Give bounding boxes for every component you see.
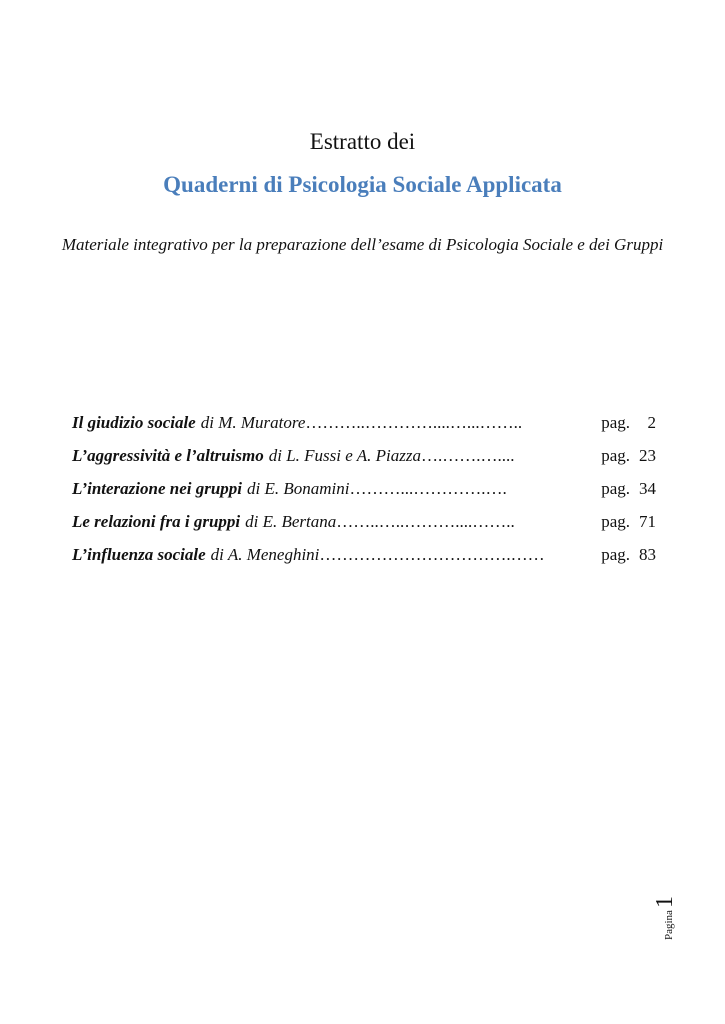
table-of-contents: [72, 411, 656, 576]
toc-entry-page-number: 71: [639, 512, 656, 531]
toc-entry-leader: ………...………….….: [349, 479, 507, 498]
toc-entry-title: Il giudizio sociale: [72, 413, 196, 432]
toc-entry-1: [72, 411, 656, 444]
toc-entry-leader: ……..…..………....……..: [336, 512, 515, 531]
toc-entry-page-number: 2: [647, 413, 656, 432]
toc-entry-pag-label: pag.: [601, 545, 630, 564]
toc-entry-5: [72, 543, 656, 576]
page-number: 1: [652, 896, 678, 909]
toc-entry-pag-label: pag.: [601, 413, 630, 432]
document-heading-line1: Estratto dei: [309, 129, 416, 154]
toc-entry-title: L’influenza sociale: [72, 545, 206, 564]
toc-entry-title: Le relazioni fra i gruppi: [72, 512, 241, 531]
document-title: Quaderni di Psicologia Sociale Applicata: [163, 172, 562, 197]
toc-entry-author: di L. Fussi e A. Piazza: [268, 446, 421, 465]
toc-entry-pag-label: pag.: [601, 446, 630, 465]
toc-entry-pag-label: pag.: [601, 479, 630, 498]
toc-entry-author: di E. Bertana: [245, 512, 337, 531]
toc-entry-page-number: 23: [639, 446, 656, 465]
page-number-footer: [652, 860, 692, 940]
toc-entry-page-number: 34: [639, 479, 656, 498]
page-label: Pagina: [663, 910, 675, 940]
toc-entry-author: di E. Bonamini: [247, 479, 350, 498]
toc-entry-leader: ………..…………....…...……..: [305, 413, 523, 432]
toc-entry-2: [72, 444, 656, 477]
toc-entry-page-number: 83: [639, 545, 656, 564]
toc-entry-pag-label: pag.: [601, 512, 630, 531]
toc-entry-leader: …………………………….……: [319, 545, 545, 564]
toc-entry-title: L’aggressività e l’altruismo: [72, 446, 264, 465]
toc-entry-title: L’interazione nei gruppi: [72, 479, 243, 498]
toc-entry-leader: ….…….…....: [420, 446, 515, 465]
document-subtitle: Materiale integrativo per la preparazione dell’esame di Psicologia Sociale e dei Gruppi: [61, 235, 664, 254]
toc-entry-3: [72, 477, 656, 510]
toc-entry-author: di M. Muratore: [200, 413, 306, 432]
toc-entry-author: di A. Meneghini: [210, 545, 320, 564]
toc-entry-4: [72, 510, 656, 543]
